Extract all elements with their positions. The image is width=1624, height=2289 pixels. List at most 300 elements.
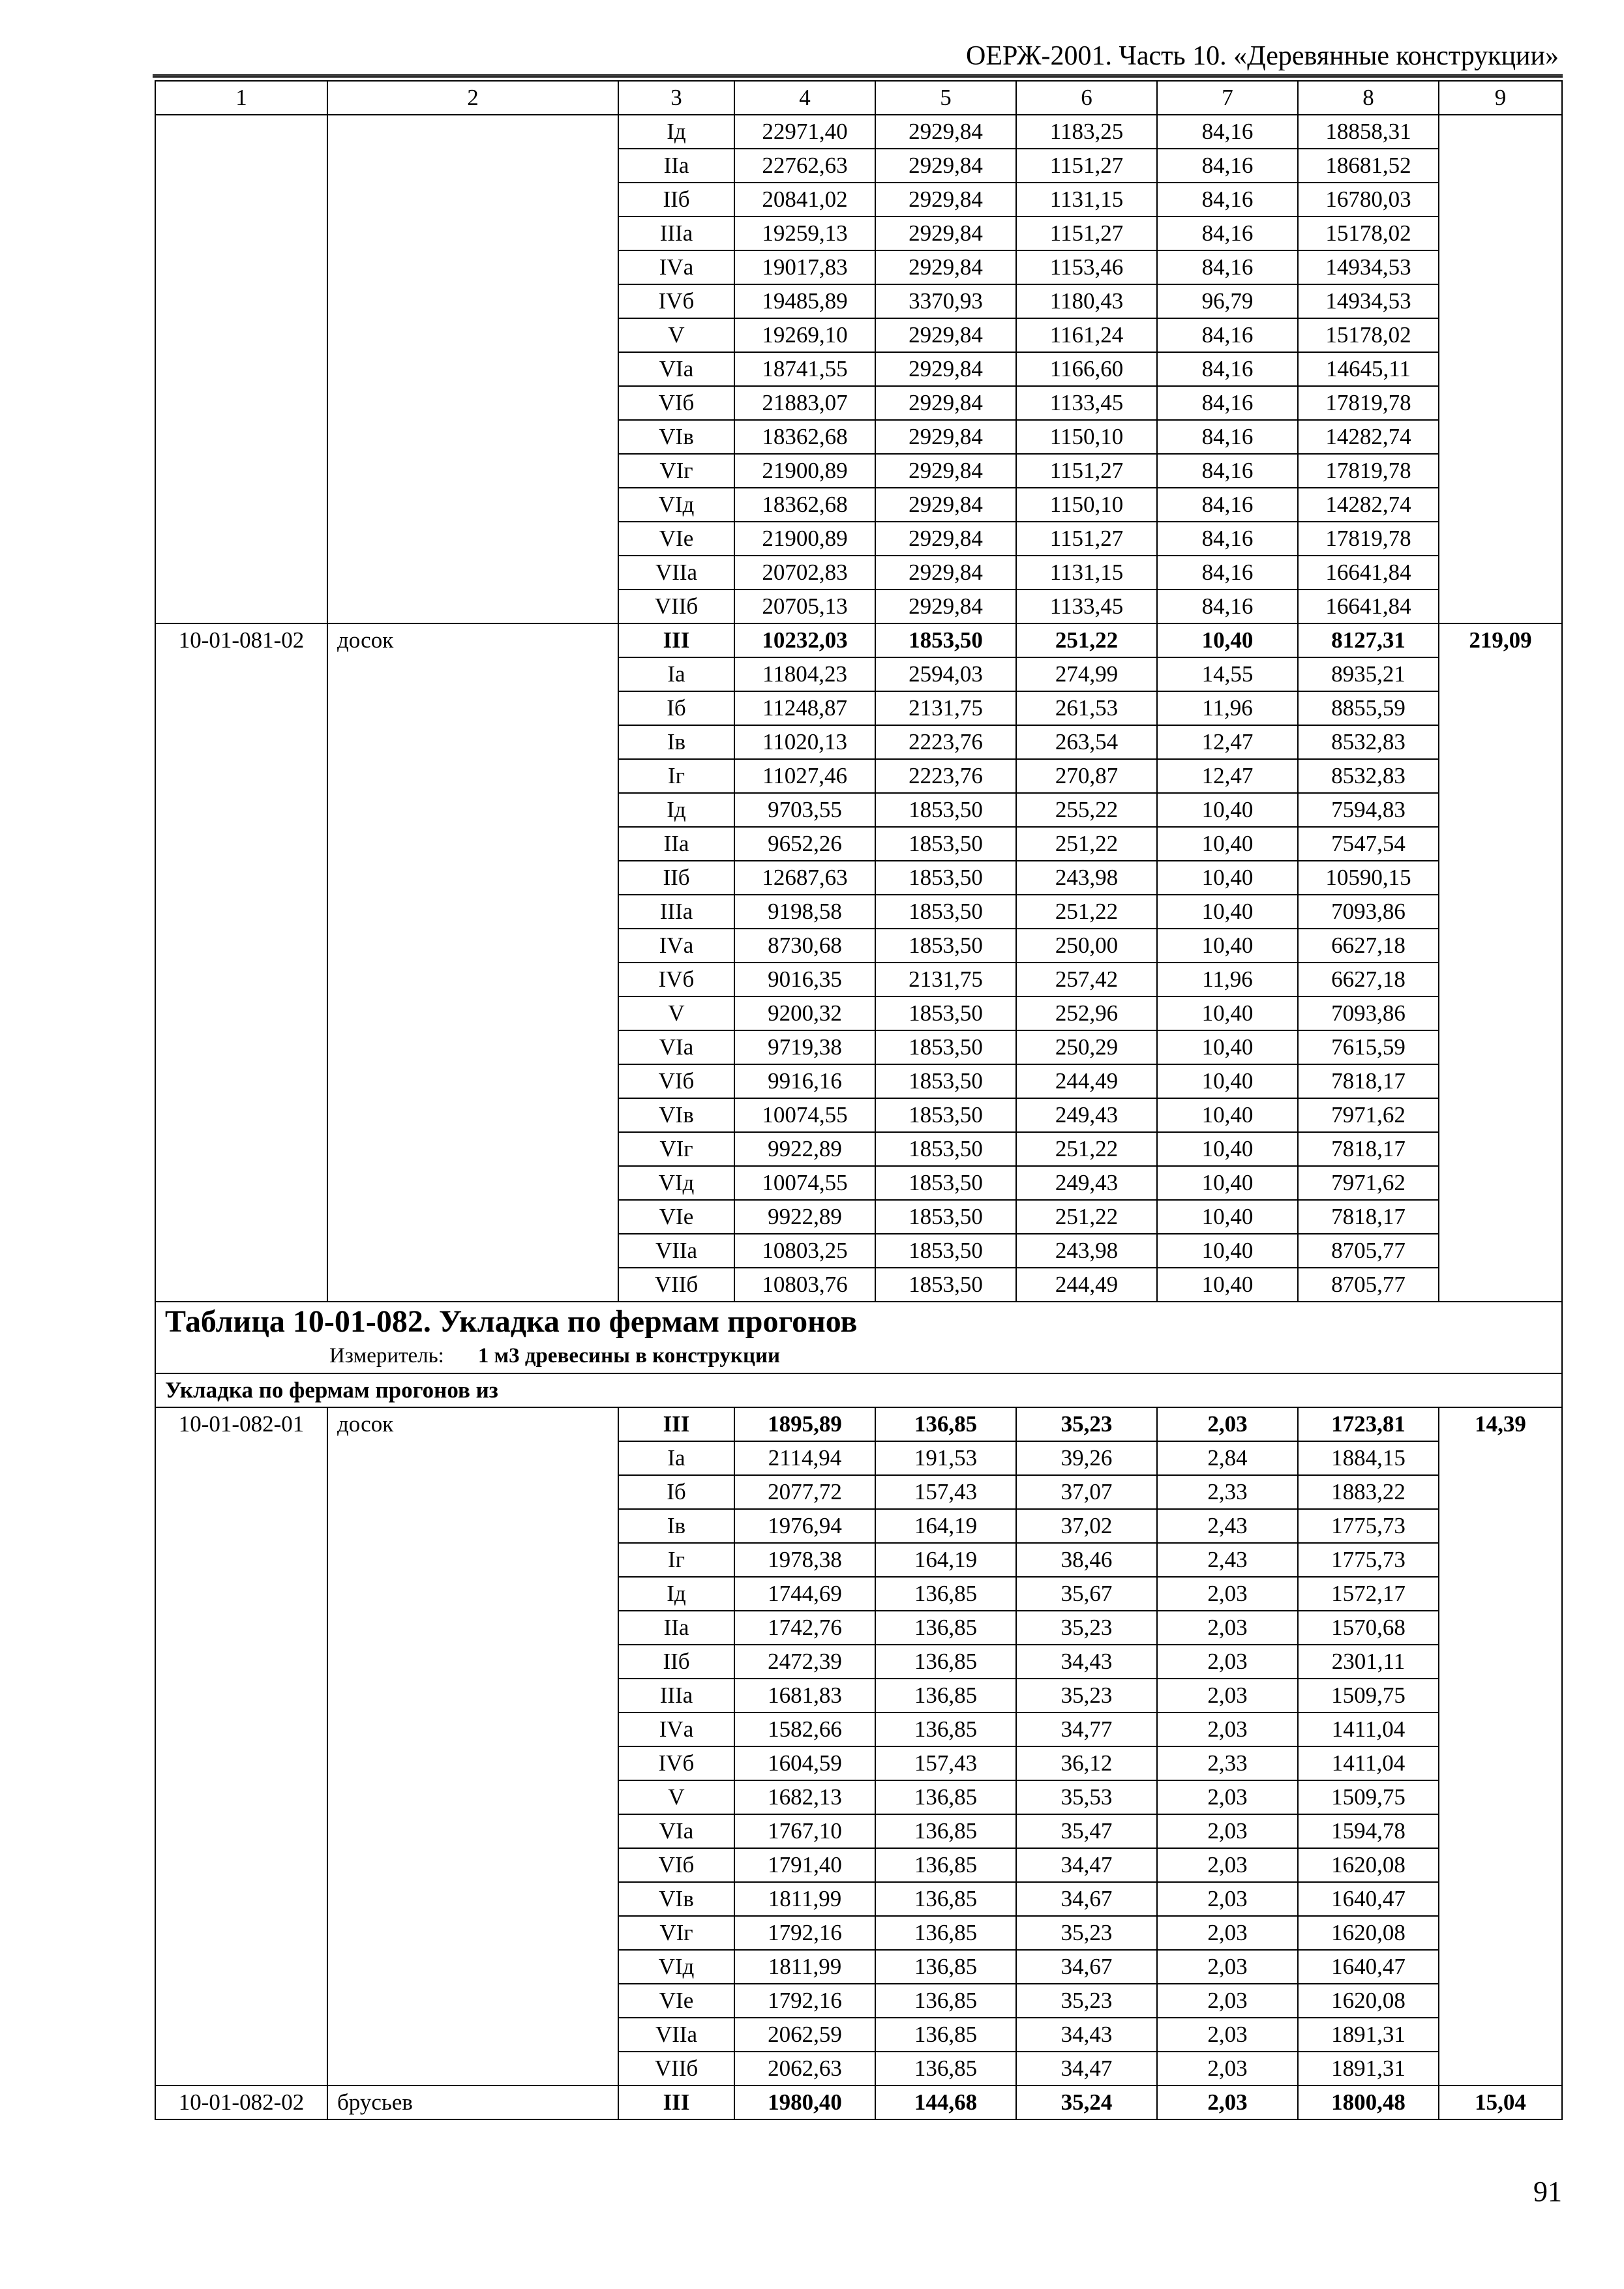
value-cell: 1131,15 — [1016, 556, 1157, 590]
value-cell: 20705,13 — [734, 590, 875, 623]
zone-cell: IVб — [618, 963, 734, 996]
rate-name-cell — [327, 115, 618, 623]
value-cell: 2929,84 — [875, 115, 1016, 149]
value-cell: 19485,89 — [734, 284, 875, 318]
value-cell: 2223,76 — [875, 759, 1016, 793]
value-cell: 9200,32 — [734, 996, 875, 1030]
value-cell: 2,03 — [1157, 1645, 1298, 1679]
value-cell: 7818,17 — [1298, 1132, 1439, 1166]
column-number: 9 — [1439, 81, 1562, 115]
value-cell: 7594,83 — [1298, 793, 1439, 827]
value-cell: 84,16 — [1157, 590, 1298, 623]
value-cell: 10,40 — [1157, 1268, 1298, 1302]
value-cell: 1582,66 — [734, 1713, 875, 1746]
value-cell: 2,03 — [1157, 1713, 1298, 1746]
value-cell: 2929,84 — [875, 352, 1016, 386]
value-cell: 1150,10 — [1016, 420, 1157, 454]
value-cell: 2,03 — [1157, 2052, 1298, 2086]
value-cell: 1791,40 — [734, 1848, 875, 1882]
value-cell: 1620,08 — [1298, 1984, 1439, 2018]
value-cell: 35,23 — [1016, 1407, 1157, 1441]
table-heading: Таблица 10-01-082. Укладка по фермам прогонов — [165, 1304, 858, 1339]
zone-cell: Iв — [618, 1509, 734, 1543]
column-number: 2 — [327, 81, 618, 115]
value-cell: 1620,08 — [1298, 1848, 1439, 1882]
value-cell: 9016,35 — [734, 963, 875, 996]
value-cell: 9922,89 — [734, 1132, 875, 1166]
value-cell: 270,87 — [1016, 759, 1157, 793]
value-cell: 17819,78 — [1298, 386, 1439, 420]
value-cell: 7615,59 — [1298, 1030, 1439, 1064]
value-cell: 1775,73 — [1298, 1543, 1439, 1577]
zone-cell: Iа — [618, 1441, 734, 1475]
zone-cell: VIе — [618, 522, 734, 556]
value-cell: 7547,54 — [1298, 827, 1439, 861]
value-cell: 136,85 — [875, 1814, 1016, 1848]
value-cell: 16641,84 — [1298, 590, 1439, 623]
zone-cell: VIIа — [618, 2018, 734, 2052]
value-cell: 251,22 — [1016, 1200, 1157, 1234]
value-cell: 16641,84 — [1298, 556, 1439, 590]
value-cell: 251,22 — [1016, 623, 1157, 657]
value-cell: 1682,13 — [734, 1780, 875, 1814]
value-cell: 2077,72 — [734, 1475, 875, 1509]
value-cell: 35,53 — [1016, 1780, 1157, 1814]
value-cell: 19017,83 — [734, 250, 875, 284]
value-cell: 8532,83 — [1298, 759, 1439, 793]
value-cell: 136,85 — [875, 1882, 1016, 1916]
section-title: Укладка по фермам прогонов из — [155, 1373, 1562, 1407]
rate-code-cell: 10-01-081-02 — [155, 623, 327, 1302]
value-cell: 18362,68 — [734, 420, 875, 454]
value-cell: 136,85 — [875, 1407, 1016, 1441]
value-cell: 36,12 — [1016, 1746, 1157, 1780]
value-cell: 10074,55 — [734, 1098, 875, 1132]
value-cell: 84,16 — [1157, 556, 1298, 590]
value-cell: 157,43 — [875, 1746, 1016, 1780]
value-cell: 1853,50 — [875, 1030, 1016, 1064]
value-cell: 84,16 — [1157, 522, 1298, 556]
rate-code-cell: 10-01-082-01 — [155, 1407, 327, 2086]
value-cell: 8705,77 — [1298, 1234, 1439, 1268]
value-cell: 1150,10 — [1016, 488, 1157, 522]
zone-cell: V — [618, 318, 734, 352]
zone-cell: III — [618, 1407, 734, 1441]
value-cell: 2,03 — [1157, 1780, 1298, 1814]
value-cell: 164,19 — [875, 1509, 1016, 1543]
zone-cell: VIIб — [618, 590, 734, 623]
value-cell: 1811,99 — [734, 1882, 875, 1916]
value-cell: 136,85 — [875, 2052, 1016, 2086]
value-cell: 37,02 — [1016, 1509, 1157, 1543]
section-row — [155, 1373, 1562, 1407]
value-cell: 17819,78 — [1298, 454, 1439, 488]
value-cell: 9198,58 — [734, 895, 875, 929]
value-cell: 1767,10 — [734, 1814, 875, 1848]
value-cell: 10803,76 — [734, 1268, 875, 1302]
value-cell: 2223,76 — [875, 725, 1016, 759]
zone-cell: Iд — [618, 115, 734, 149]
value-cell: 2929,84 — [875, 522, 1016, 556]
value-cell: 18858,31 — [1298, 115, 1439, 149]
value-cell: 1853,50 — [875, 793, 1016, 827]
zone-cell: VIг — [618, 1916, 734, 1950]
page-number: 91 — [1533, 2176, 1562, 2207]
value-cell: 8935,21 — [1298, 657, 1439, 691]
value-cell: 251,22 — [1016, 827, 1157, 861]
zone-cell: VIIа — [618, 1234, 734, 1268]
value-cell: 1161,24 — [1016, 318, 1157, 352]
zone-cell: VIд — [618, 1950, 734, 1984]
value-cell: 136,85 — [875, 1984, 1016, 2018]
value-cell: 10590,15 — [1298, 861, 1439, 895]
value-cell: 1895,89 — [734, 1407, 875, 1441]
value-cell: 12687,63 — [734, 861, 875, 895]
value-cell: 243,98 — [1016, 1234, 1157, 1268]
value-cell: 84,16 — [1157, 386, 1298, 420]
column-number: 5 — [875, 81, 1016, 115]
value-cell: 251,22 — [1016, 1132, 1157, 1166]
value-cell: 2,03 — [1157, 2086, 1298, 2119]
value-cell: 34,67 — [1016, 1882, 1157, 1916]
zone-cell: VIа — [618, 1030, 734, 1064]
table-row — [155, 1407, 1562, 1441]
value-cell: 34,77 — [1016, 1713, 1157, 1746]
value-cell: 136,85 — [875, 1645, 1016, 1679]
value-cell: 18681,52 — [1298, 149, 1439, 183]
value-cell: 191,53 — [875, 1441, 1016, 1475]
value-cell: 2,84 — [1157, 1441, 1298, 1475]
value-cell: 11,96 — [1157, 963, 1298, 996]
zone-cell: IVб — [618, 1746, 734, 1780]
value-cell: 9916,16 — [734, 1064, 875, 1098]
value-cell: 35,47 — [1016, 1814, 1157, 1848]
value-cell: 35,23 — [1016, 1611, 1157, 1645]
value-cell: 2,03 — [1157, 1984, 1298, 2018]
value-cell: 1411,04 — [1298, 1713, 1439, 1746]
value-cell: 16780,03 — [1298, 183, 1439, 217]
value-cell: 2,43 — [1157, 1543, 1298, 1577]
value-cell: 2929,84 — [875, 149, 1016, 183]
value-cell: 10,40 — [1157, 1200, 1298, 1234]
zone-cell: VIа — [618, 1814, 734, 1848]
value-cell: 2,03 — [1157, 1814, 1298, 1848]
value-cell: 1891,31 — [1298, 2018, 1439, 2052]
unit-line — [165, 1341, 1552, 1373]
zone-cell: VIв — [618, 420, 734, 454]
value-cell: 1742,76 — [734, 1611, 875, 1645]
value-cell: 2929,84 — [875, 488, 1016, 522]
value-cell: 1891,31 — [1298, 2052, 1439, 2086]
value-cell: 136,85 — [875, 1950, 1016, 1984]
value-cell: 2,03 — [1157, 1407, 1298, 1441]
value-cell: 1151,27 — [1016, 522, 1157, 556]
value-cell: 12,47 — [1157, 725, 1298, 759]
value-cell: 251,22 — [1016, 895, 1157, 929]
value-cell: 136,85 — [875, 1848, 1016, 1882]
rate-name-cell: досок — [327, 623, 618, 1302]
value-cell: 1640,47 — [1298, 1882, 1439, 1916]
value-cell: 21900,89 — [734, 454, 875, 488]
value-cell: 11248,87 — [734, 691, 875, 725]
value-cell: 20841,02 — [734, 183, 875, 217]
value-cell: 14282,74 — [1298, 420, 1439, 454]
value-cell: 7971,62 — [1298, 1166, 1439, 1200]
unit-value: 1 м3 древесины в конструкции — [477, 1344, 780, 1368]
value-cell: 1640,47 — [1298, 1950, 1439, 1984]
value-cell: 1853,50 — [875, 1166, 1016, 1200]
zone-cell: VIе — [618, 1200, 734, 1234]
value-cell: 250,00 — [1016, 929, 1157, 963]
value-cell: 84,16 — [1157, 250, 1298, 284]
value-cell: 249,43 — [1016, 1098, 1157, 1132]
value-cell: 10,40 — [1157, 623, 1298, 657]
value-cell: 1411,04 — [1298, 1746, 1439, 1780]
table-title-row — [155, 1302, 1562, 1373]
value-cell: 10,40 — [1157, 1030, 1298, 1064]
value-cell: 34,43 — [1016, 2018, 1157, 2052]
value-cell: 84,16 — [1157, 115, 1298, 149]
zone-cell: IVа — [618, 250, 734, 284]
value-cell: 1980,40 — [734, 2086, 875, 2119]
zone-cell: IIб — [618, 861, 734, 895]
column-number: 4 — [734, 81, 875, 115]
value-cell: 1853,50 — [875, 1200, 1016, 1234]
value-cell: 14645,11 — [1298, 352, 1439, 386]
zone-cell: VIв — [618, 1098, 734, 1132]
value-cell: 2301,11 — [1298, 1645, 1439, 1679]
rate-code-cell — [155, 115, 327, 623]
value-cell: 144,68 — [875, 2086, 1016, 2119]
page-header — [153, 38, 1563, 78]
value-cell: 2929,84 — [875, 183, 1016, 217]
value-cell: 2,03 — [1157, 1848, 1298, 1882]
value-cell: 2,03 — [1157, 1882, 1298, 1916]
zone-cell: IIа — [618, 1611, 734, 1645]
value-cell: 34,47 — [1016, 1848, 1157, 1882]
zone-cell: III — [618, 623, 734, 657]
value-cell: 2,03 — [1157, 1916, 1298, 1950]
value-cell: 1853,50 — [875, 827, 1016, 861]
value-cell: 250,29 — [1016, 1030, 1157, 1064]
rates-table-body — [155, 81, 1562, 2119]
value-cell: 22971,40 — [734, 115, 875, 149]
value-cell: 1800,48 — [1298, 2086, 1439, 2119]
unit-label: Измеритель: — [329, 1344, 444, 1368]
value-cell: 1853,50 — [875, 929, 1016, 963]
value-cell: 9652,26 — [734, 827, 875, 861]
value-cell: 1594,78 — [1298, 1814, 1439, 1848]
column-number: 6 — [1016, 81, 1157, 115]
value-cell: 2,03 — [1157, 2018, 1298, 2052]
value-cell: 84,16 — [1157, 217, 1298, 250]
zone-cell: V — [618, 1780, 734, 1814]
col9-cell: 219,09 — [1439, 623, 1562, 1302]
value-cell: 20702,83 — [734, 556, 875, 590]
zone-cell: Iг — [618, 1543, 734, 1577]
zone-cell: VIд — [618, 1166, 734, 1200]
value-cell: 7093,86 — [1298, 895, 1439, 929]
zone-cell: VIв — [618, 1882, 734, 1916]
value-cell: 1744,69 — [734, 1577, 875, 1611]
value-cell: 21900,89 — [734, 522, 875, 556]
value-cell: 84,16 — [1157, 352, 1298, 386]
zone-cell: IVб — [618, 284, 734, 318]
rate-name-cell: досок — [327, 1407, 618, 2086]
value-cell: 274,99 — [1016, 657, 1157, 691]
zone-cell: IIIа — [618, 217, 734, 250]
value-cell: 8730,68 — [734, 929, 875, 963]
value-cell: 10,40 — [1157, 827, 1298, 861]
zone-cell: IIб — [618, 1645, 734, 1679]
value-cell: 7971,62 — [1298, 1098, 1439, 1132]
value-cell: 2062,59 — [734, 2018, 875, 2052]
value-cell: 1604,59 — [734, 1746, 875, 1780]
zone-cell: VIе — [618, 1984, 734, 2018]
value-cell: 136,85 — [875, 1577, 1016, 1611]
value-cell: 243,98 — [1016, 861, 1157, 895]
value-cell: 2,03 — [1157, 1679, 1298, 1713]
value-cell: 2,03 — [1157, 1577, 1298, 1611]
value-cell: 136,85 — [875, 1780, 1016, 1814]
zone-cell: Iб — [618, 691, 734, 725]
column-number: 3 — [618, 81, 734, 115]
value-cell: 96,79 — [1157, 284, 1298, 318]
value-cell: 261,53 — [1016, 691, 1157, 725]
value-cell: 9922,89 — [734, 1200, 875, 1234]
value-cell: 1151,27 — [1016, 454, 1157, 488]
value-cell: 2929,84 — [875, 250, 1016, 284]
value-cell: 1853,50 — [875, 623, 1016, 657]
value-cell: 1853,50 — [875, 861, 1016, 895]
value-cell: 22762,63 — [734, 149, 875, 183]
value-cell: 1792,16 — [734, 1984, 875, 2018]
value-cell: 244,49 — [1016, 1268, 1157, 1302]
value-cell: 1183,25 — [1016, 115, 1157, 149]
value-cell: 2062,63 — [734, 2052, 875, 2086]
value-cell: 2,43 — [1157, 1509, 1298, 1543]
value-cell: 1775,73 — [1298, 1509, 1439, 1543]
value-cell: 10,40 — [1157, 1234, 1298, 1268]
value-cell: 6627,18 — [1298, 963, 1439, 996]
value-cell: 1853,50 — [875, 996, 1016, 1030]
value-cell: 11,96 — [1157, 691, 1298, 725]
value-cell: 84,16 — [1157, 318, 1298, 352]
value-cell: 263,54 — [1016, 725, 1157, 759]
value-cell: 35,23 — [1016, 1916, 1157, 1950]
table-row — [155, 115, 1562, 149]
value-cell: 3370,93 — [875, 284, 1016, 318]
value-cell: 10,40 — [1157, 1166, 1298, 1200]
value-cell: 7818,17 — [1298, 1200, 1439, 1234]
value-cell: 10,40 — [1157, 996, 1298, 1030]
value-cell: 17819,78 — [1298, 522, 1439, 556]
value-cell: 1166,60 — [1016, 352, 1157, 386]
value-cell: 21883,07 — [734, 386, 875, 420]
zone-cell: VIа — [618, 352, 734, 386]
column-numbers-row — [155, 81, 1562, 115]
value-cell: 136,85 — [875, 1713, 1016, 1746]
col9-cell — [1439, 115, 1562, 623]
value-cell: 34,67 — [1016, 1950, 1157, 1984]
value-cell: 2,33 — [1157, 1746, 1298, 1780]
table-row — [155, 2086, 1562, 2119]
value-cell: 1978,38 — [734, 1543, 875, 1577]
value-cell: 1792,16 — [734, 1916, 875, 1950]
column-number: 1 — [155, 81, 327, 115]
rate-name-cell: брусьев — [327, 2086, 618, 2119]
column-number: 8 — [1298, 81, 1439, 115]
value-cell: 6627,18 — [1298, 929, 1439, 963]
value-cell: 1509,75 — [1298, 1780, 1439, 1814]
zone-cell: Iд — [618, 793, 734, 827]
zone-cell: IIIа — [618, 895, 734, 929]
value-cell: 1853,50 — [875, 1268, 1016, 1302]
zone-cell: VIб — [618, 1848, 734, 1882]
column-number: 7 — [1157, 81, 1298, 115]
value-cell: 9719,38 — [734, 1030, 875, 1064]
value-cell: 1681,83 — [734, 1679, 875, 1713]
value-cell: 136,85 — [875, 1611, 1016, 1645]
value-cell: 1509,75 — [1298, 1679, 1439, 1713]
zone-cell: VIб — [618, 1064, 734, 1098]
value-cell: 136,85 — [875, 1679, 1016, 1713]
zone-cell: IIб — [618, 183, 734, 217]
value-cell: 15178,02 — [1298, 318, 1439, 352]
value-cell: 1811,99 — [734, 1950, 875, 1984]
value-cell: 39,26 — [1016, 1441, 1157, 1475]
value-cell: 244,49 — [1016, 1064, 1157, 1098]
value-cell: 257,42 — [1016, 963, 1157, 996]
col9-cell: 15,04 — [1439, 2086, 1562, 2119]
zone-cell: VIд — [618, 488, 734, 522]
value-cell: 10,40 — [1157, 793, 1298, 827]
value-cell: 1131,15 — [1016, 183, 1157, 217]
value-cell: 1153,46 — [1016, 250, 1157, 284]
value-cell: 2114,94 — [734, 1441, 875, 1475]
value-cell: 1853,50 — [875, 895, 1016, 929]
rate-code-cell: 10-01-082-02 — [155, 2086, 327, 2119]
value-cell: 10803,25 — [734, 1234, 875, 1268]
value-cell: 10,40 — [1157, 895, 1298, 929]
value-cell: 10,40 — [1157, 1064, 1298, 1098]
value-cell: 1620,08 — [1298, 1916, 1439, 1950]
value-cell: 10074,55 — [734, 1166, 875, 1200]
value-cell: 84,16 — [1157, 454, 1298, 488]
zone-cell: VIг — [618, 1132, 734, 1166]
value-cell: 1180,43 — [1016, 284, 1157, 318]
value-cell: 10,40 — [1157, 929, 1298, 963]
value-cell: 11027,46 — [734, 759, 875, 793]
value-cell: 10,40 — [1157, 861, 1298, 895]
value-cell: 2,03 — [1157, 1611, 1298, 1645]
value-cell: 7093,86 — [1298, 996, 1439, 1030]
value-cell: 84,16 — [1157, 420, 1298, 454]
value-cell: 11020,13 — [734, 725, 875, 759]
value-cell: 7818,17 — [1298, 1064, 1439, 1098]
value-cell: 38,46 — [1016, 1543, 1157, 1577]
value-cell: 1883,22 — [1298, 1475, 1439, 1509]
rates-table — [155, 80, 1563, 2120]
value-cell: 2131,75 — [875, 963, 1016, 996]
value-cell: 10232,03 — [734, 623, 875, 657]
value-cell: 12,47 — [1157, 759, 1298, 793]
value-cell: 84,16 — [1157, 149, 1298, 183]
value-cell: 35,67 — [1016, 1577, 1157, 1611]
value-cell: 164,19 — [875, 1543, 1016, 1577]
zone-cell: Iг — [618, 759, 734, 793]
value-cell: 19259,13 — [734, 217, 875, 250]
